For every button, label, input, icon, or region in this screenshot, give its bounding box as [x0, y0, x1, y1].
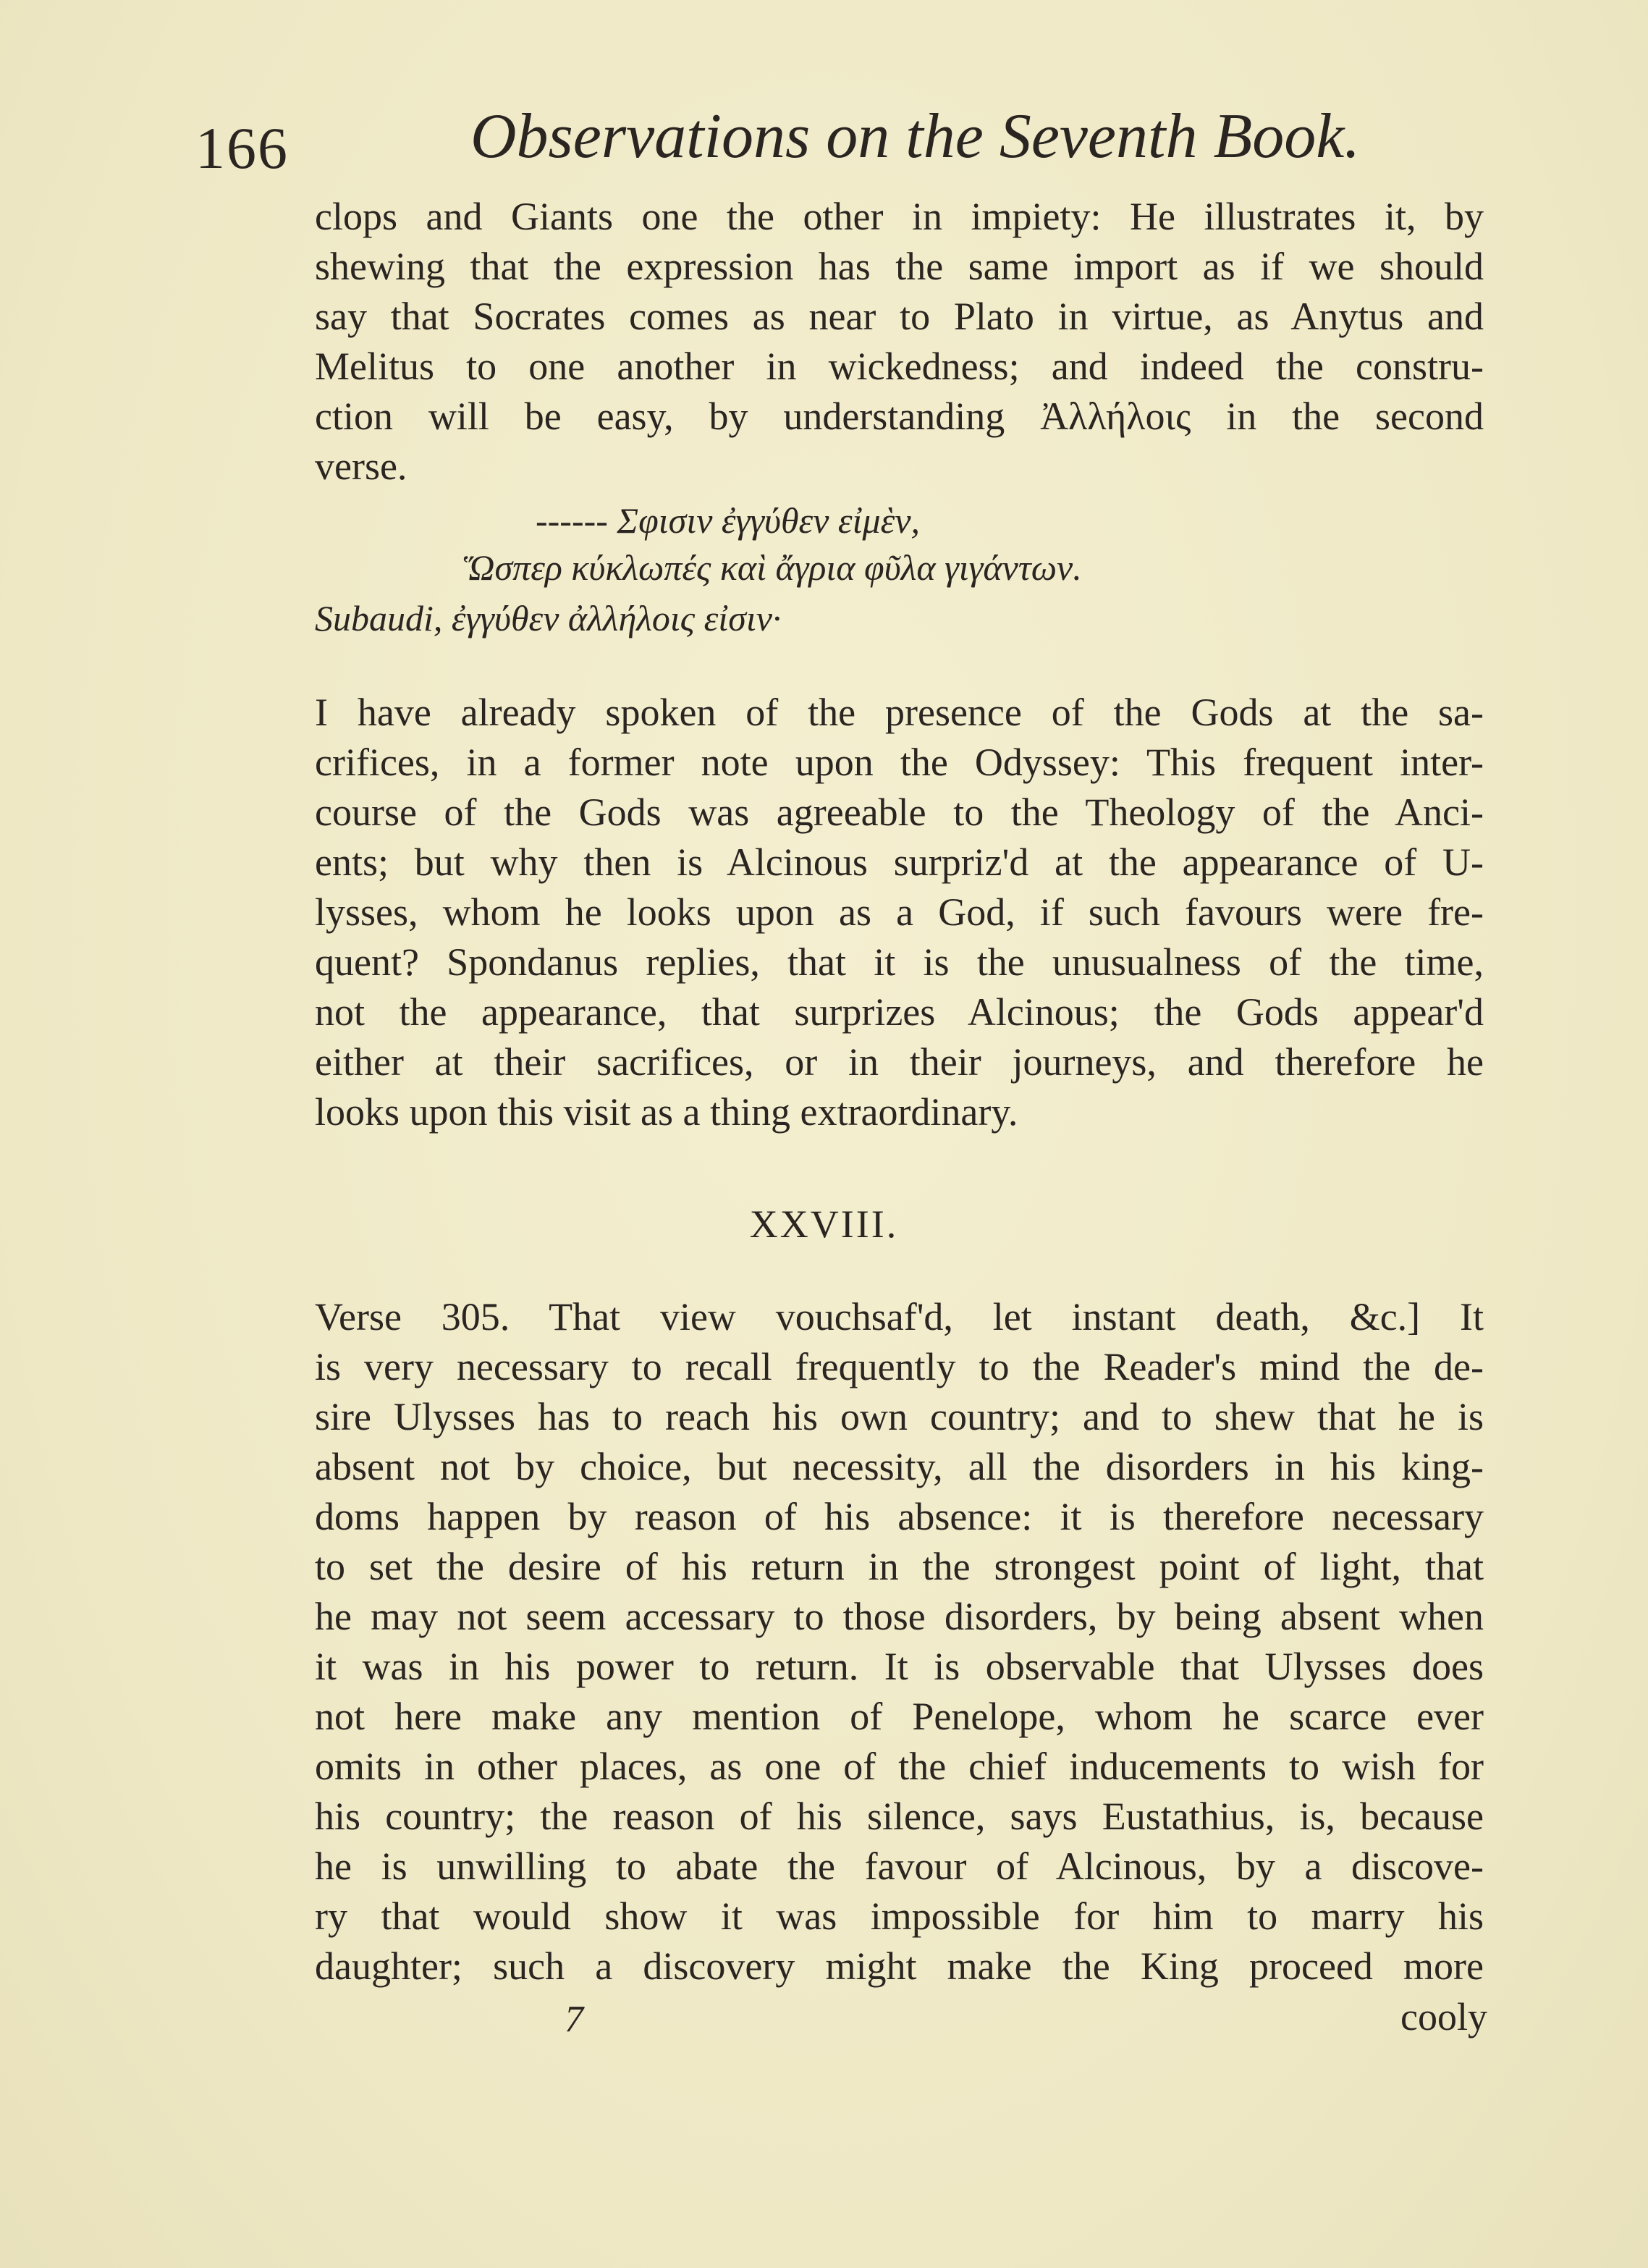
greek-subaudi-line: Subaudi, ἐγγύθεν ἀλλήλοις εἰσιν·: [315, 598, 782, 638]
text-line: course of the Gods was agreeable to the Theology of the Anci-: [315, 791, 1484, 834]
text-line: either at their sacrifices, or in their journeys, and therefore he: [315, 1040, 1484, 1084]
section-heading: XXVIII.: [749, 1202, 899, 1246]
text-line: he may not seem accessary to those disorders, by being absent when: [315, 1595, 1484, 1638]
text-line: it was in his power to return. It is observable that Ulysses does: [315, 1645, 1484, 1688]
text-line: ents; but why then is Alcinous surpriz'd at the appearance of U-: [315, 840, 1484, 884]
greek-quotation-line-1: ------ Σφισιν ἐγγύθεν εἰμὲν,: [536, 500, 921, 541]
text-line: quent? Spondanus replies, that it is the unusualness of the time,: [315, 940, 1484, 984]
paragraph-2: [315, 688, 1484, 1137]
greek-quotation-line-2: Ὥσπερ κύκλωπές καὶ ἄγρια φῦλα γιγάντων.: [463, 547, 1082, 588]
text-line: not the appearance, that surprizes Alcinous; the Gods appear'd: [315, 990, 1484, 1034]
running-title: Observations on the Seventh Book.: [470, 101, 1361, 172]
text-line: daughter; such a discovery might make the King proceed more: [315, 1944, 1484, 1988]
text-line: not here make any mention of Penelope, whom he scarce ever: [315, 1695, 1484, 1738]
text-line: verse.: [315, 444, 407, 488]
text-line: his country; the reason of his silence, says Eustathius, is, because: [315, 1795, 1484, 1838]
text-line: Melitus to one another in wickedness; and indeed the constru-: [315, 345, 1484, 388]
paragraph-3: [315, 1292, 1484, 1991]
text-line: crifices, in a former note upon the Odyssey: This frequent inter-: [315, 741, 1484, 784]
text-line: doms happen by reason of his absence: it is therefore necessary: [315, 1495, 1484, 1538]
text-line: shewing that the expression has the same import as if we should: [315, 245, 1484, 288]
text-line: say that Socrates comes as near to Plato in virtue, as Anytus and: [315, 295, 1484, 338]
paragraph-1: [315, 192, 1484, 492]
catchword: cooly: [1400, 1995, 1487, 2039]
text-line: clops and Giants one the other in impiety: He illustrates it, by: [315, 195, 1484, 238]
text-line: Verse 305. That view vouchsaf'd, let instant death, &c.] It: [315, 1295, 1484, 1339]
text-line: lysses, whom he looks upon as a God, if such favours were fre-: [315, 890, 1484, 934]
text-line: sire Ulysses has to reach his own country; and to shew that he is: [315, 1395, 1484, 1438]
page-number: 166: [195, 115, 289, 181]
text-line: absent not by choice, but necessity, all the disorders in his king-: [315, 1445, 1484, 1488]
text-line: ry that would show it was impossible for him to marry his: [315, 1894, 1484, 1938]
page-header: [195, 100, 1491, 187]
text-line: looks upon this visit as a thing extraordinary.: [315, 1090, 1018, 1134]
text-line: is very necessary to recall frequently to the Reader's mind the de-: [315, 1345, 1484, 1388]
text-line: he is unwilling to abate the favour of Alcinous, by a discove-: [315, 1845, 1484, 1888]
text-line: omits in other places, as one of the chief inducements to wish for: [315, 1745, 1484, 1788]
text-line: ction will be easy, by understanding Ἀλλήλοις in the second: [315, 395, 1484, 438]
text-line: I have already spoken of the presence of the Gods at the sa-: [315, 691, 1484, 734]
text-line: to set the desire of his return in the strongest point of light, that: [315, 1545, 1484, 1588]
printer-signature: 7: [565, 1999, 583, 2040]
